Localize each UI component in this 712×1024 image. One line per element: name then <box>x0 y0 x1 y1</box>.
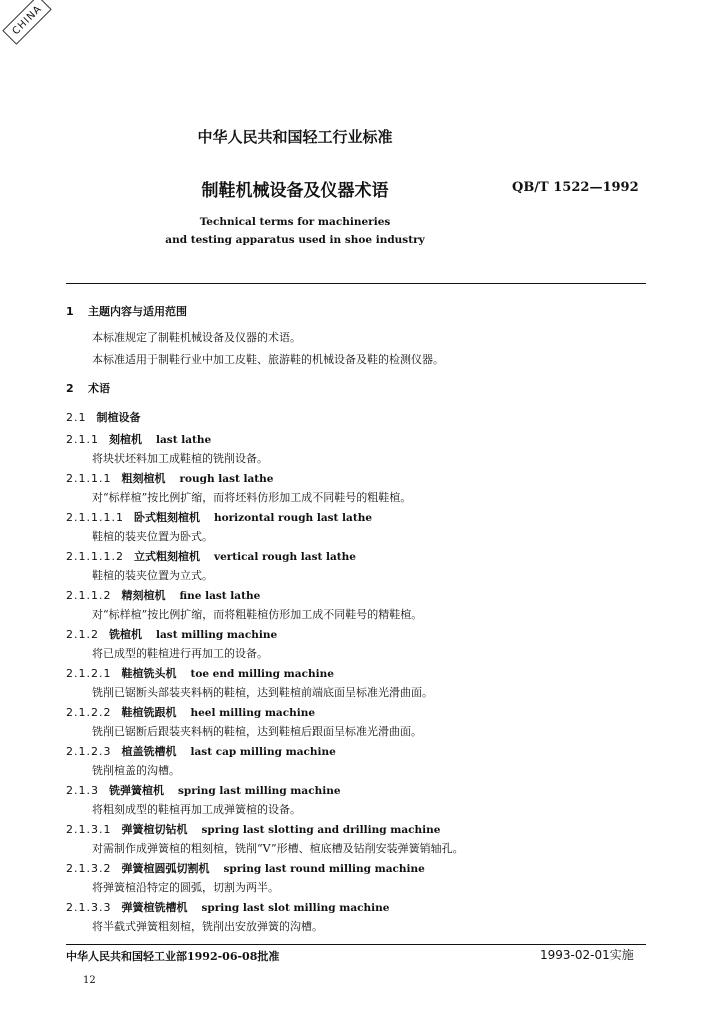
term-zh: 弹簧楦切钻机 <box>121 823 188 836</box>
term-zh: 刻楦机 <box>109 433 142 446</box>
header-divider <box>66 283 646 284</box>
term-entry <box>66 587 260 603</box>
term-entry <box>66 899 389 915</box>
section-heading <box>66 303 187 319</box>
china-stamp: CHINA <box>2 0 51 45</box>
term-definition: 将弹簧楦沿特定的圆弧，切割为两半。 <box>92 881 279 894</box>
term-number: 2.1.3.1 <box>66 823 112 836</box>
term-entry <box>66 548 356 564</box>
standard-code: QB/T 1522—1992 <box>512 180 639 195</box>
term-en: horizontal rough last lathe <box>213 512 373 524</box>
term-entry <box>66 743 336 759</box>
term-en: fine last lathe <box>179 590 261 602</box>
page-number: 12 <box>83 975 96 986</box>
term-definition: 本标准规定了制鞋机械设备及仪器的术语。 <box>92 331 301 344</box>
term-entry <box>66 470 273 486</box>
term-definition: 对需制作成弹簧楦的粗刻楦，铣削“V”形槽、楦底槽及钻削安装弹簧销轴孔。 <box>92 842 464 855</box>
term-zh: 精刻楦机 <box>121 589 166 602</box>
term-number: 2.1.3.3 <box>66 901 112 914</box>
standard-body-heading: 中华人民共和国轻工行业标准 <box>197 128 393 146</box>
effective-date: 1993-02-01实施 <box>540 948 634 962</box>
term-entry <box>66 431 211 447</box>
section-heading <box>66 380 110 396</box>
term-definition: 鞋楦的装夹位置为立式。 <box>92 569 213 582</box>
term-zh: 楦盖铣槽机 <box>121 745 177 758</box>
term-definition: 将块状坯料加工成鞋楦的铣削设备。 <box>92 452 268 465</box>
term-en: toe end milling machine <box>190 668 334 680</box>
term-number: 2.1.2.3 <box>66 745 112 758</box>
term-entry <box>66 409 141 425</box>
document-title-en-line2: and testing apparatus used in shoe industry <box>165 234 425 246</box>
term-number: 2.1.1.1.2 <box>66 550 124 563</box>
term-entry <box>66 509 372 525</box>
term-zh: 铣弹簧楦机 <box>109 784 164 797</box>
term-definition: 将粗刻成型的鞋楦再加工成弹簧楦的设备。 <box>92 803 301 816</box>
term-entry <box>66 665 334 681</box>
term-zh: 弹簧楦圆弧切割机 <box>121 862 210 875</box>
term-en: spring last slotting and drilling machine <box>201 824 441 836</box>
term-entry <box>66 860 425 876</box>
term-definition: 本标准适用于制鞋行业中加工皮鞋、旅游鞋的机械设备及鞋的检测仪器。 <box>92 353 444 366</box>
term-entry <box>66 782 341 798</box>
term-number: 2.1.3.2 <box>66 862 112 875</box>
section-number: 2 <box>66 382 75 395</box>
term-en: spring last round milling machine <box>223 863 425 875</box>
term-zh: 立式粗刻楦机 <box>133 550 200 563</box>
term-en: heel milling machine <box>190 707 316 719</box>
term-zh: 制楦设备 <box>96 411 141 424</box>
term-entry <box>66 704 315 720</box>
term-zh: 鞋楦铣跟机 <box>121 706 177 719</box>
term-zh: 粗刻楦机 <box>121 472 166 485</box>
term-entry <box>66 626 277 642</box>
term-zh: 鞋楦铣头机 <box>121 667 177 680</box>
term-definition: 将半截式弹簧粗刻楦，铣削出安放弹簧的沟槽。 <box>92 920 323 933</box>
term-zh: 弹簧楦铣槽机 <box>121 901 188 914</box>
document-title-en-line1: Technical terms for machineries <box>199 216 391 228</box>
term-number: 2.1.2.1 <box>66 667 112 680</box>
term-definition: 对“标样楦”按比例扩缩，而将粗鞋楦仿形加工成不同鞋号的精鞋楦。 <box>92 608 423 621</box>
term-definition: 对“标样楦”按比例扩缩，而将坯料仿形加工成不同鞋号的粗鞋楦。 <box>92 491 412 504</box>
term-number: 2.1 <box>66 411 87 424</box>
section-number: 1 <box>66 305 75 318</box>
term-number: 2.1.2.2 <box>66 706 112 719</box>
term-en: last cap milling machine <box>190 746 336 758</box>
document-title-zh: 制鞋机械设备及仪器术语 <box>201 181 389 201</box>
section-title: 主题内容与适用范围 <box>88 305 187 318</box>
term-definition: 铣削楦盖的沟槽。 <box>92 764 180 777</box>
term-number: 2.1.1.1 <box>66 472 112 485</box>
term-en: vertical rough last lathe <box>213 551 356 563</box>
term-number: 2.1.1 <box>66 433 99 446</box>
term-definition: 将已成型的鞋楦进行再加工的设备。 <box>92 647 268 660</box>
term-definition: 鞋楦的装夹位置为卧式。 <box>92 530 213 543</box>
term-zh: 卧式粗刻楦机 <box>133 511 200 524</box>
footer-divider <box>66 944 646 945</box>
term-number: 2.1.1.1.1 <box>66 511 124 524</box>
term-number: 2.1.2 <box>66 628 99 641</box>
term-number: 2.1.3 <box>66 784 99 797</box>
term-en: rough last lathe <box>179 473 274 485</box>
term-en: last milling machine <box>156 629 278 641</box>
term-en: last lathe <box>156 434 212 446</box>
term-entry <box>66 821 440 837</box>
term-en: spring last slot milling machine <box>201 902 390 914</box>
term-en: spring last milling machine <box>178 785 341 797</box>
term-definition: 铣削已锯断后跟装夹料柄的鞋楦，达到鞋楦后跟面呈标准光滑曲面。 <box>92 725 422 738</box>
term-definition: 铣削已锯断头部装夹料柄的鞋楦，达到鞋楦前端底面呈标准光滑曲面。 <box>92 686 433 699</box>
term-zh: 铣楦机 <box>109 628 142 641</box>
section-title: 术语 <box>88 382 110 395</box>
term-number: 2.1.1.2 <box>66 589 112 602</box>
issue-date: 中华人民共和国轻工业部1992-06-08批准 <box>66 950 280 963</box>
